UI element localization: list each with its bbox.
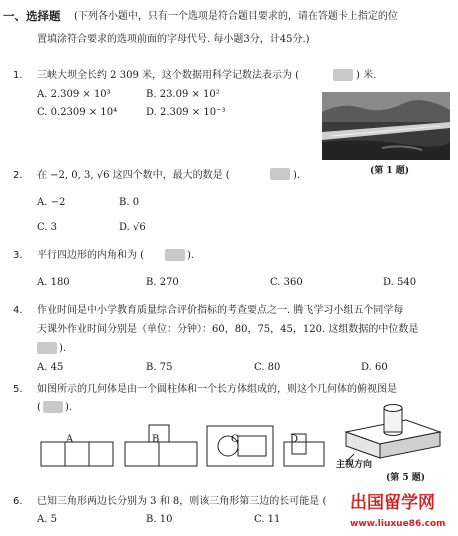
q5-solid-figure [336,402,446,462]
q3-option-d: D. 540 [383,277,417,288]
q6-number: 6. [13,496,23,507]
q4-stem-line2: 天课外作业时间分别是（单位：分钟）：60，80，75，45，120. 这组数据的中位数是 [37,324,419,335]
q3-stem: 平行四边形的内角和为 ( [37,250,145,261]
q5-view-d-label: D [290,434,299,445]
q6-option-c: C. 11 [254,514,281,525]
q5-stem-line2-open: ( [37,402,41,413]
q4-option-a: A. 45 [37,362,64,373]
q2-option-c: C. 3 [37,222,58,233]
q2-number: 2. [13,170,23,181]
q1-option-a: A. 2.309 × 10³ [37,89,111,100]
q2-answer-blank [270,168,290,180]
q1-answer-blank [333,69,353,81]
q4-option-b: B. 75 [146,362,173,373]
q4-answer-blank [37,342,57,354]
q1-stem: 三峡大坝全长约 2 309 米，这个数据用科学记数法表示为 ( [37,70,300,81]
q6-option-b: B. 10 [146,514,173,525]
q1-option-c: C. 0.2309 × 10⁴ [37,107,118,118]
q3-option-a: A. 180 [37,277,70,288]
q5-view-b-figure [124,423,198,467]
q1-number: 1. [13,70,23,81]
q1-figure-caption: (第 1 题) [370,166,410,176]
q3-option-c: C. 360 [270,277,303,288]
q5-stem-end: ). [65,402,73,413]
q5-stem-line1: 如图所示的几何体是由一个圆柱体和一个长方体组成的，则这个几何体的俯视图是 [37,384,397,395]
q2-option-d: D. √6 [119,222,146,233]
q1-stem-end: ) 米. [356,70,377,81]
q2-option-a: A. −2 [37,197,66,208]
q5-figure-caption: (第 5 题) [386,473,426,483]
q4-stem-end: ). [59,343,67,354]
q2-stem: 在 −2, 0, 3, √6 这四个数中，最大的数是 ( [37,170,230,181]
watermark-logo-text: 出国留学网 [350,493,435,513]
q5-view-a-figure [40,433,114,467]
q5-view-c-figure [206,425,274,467]
section-instructions-line1: (下列各小题中，只有一个选项是符合题目要求的，请在答题卡上指定的位 [74,11,398,22]
q4-option-c: C. 80 [254,362,281,373]
q5-view-direction-label: 主视方向 [336,460,373,470]
q5-view-b-label: B [152,434,160,445]
q3-answer-blank [165,249,185,261]
q1-option-d: D. 2.309 × 10⁻³ [146,107,226,118]
q4-option-d: D. 60 [361,362,388,373]
q1-option-b: B. 23.09 × 10² [146,89,220,100]
q5-view-a-label: A [66,434,74,445]
section-instructions-line2: 置填涂符合要求的选项前面的字母代号. 每小题3分，计45分.) [37,34,310,45]
q5-number: 5. [13,384,23,395]
section-title: 一、选择题 [3,9,61,23]
q3-number: 3. [13,250,23,261]
q4-stem-line1: 作业时间是中小学教育质量综合评价指标的考查要点之一. 腾飞学习小组五个同学每 [37,305,404,316]
dam-photo [322,92,450,160]
q6-option-a: A. 5 [37,514,57,525]
q2-stem-end: ). [293,170,301,181]
q5-view-c-label: C [231,434,239,445]
q3-stem-end: ). [187,250,195,261]
q3-option-b: B. 270 [146,277,179,288]
q6-stem: 已知三角形两边长分别为 3 和 8，则该三角形第三边的长可能是 ( [37,496,327,507]
q5-answer-blank [43,401,63,413]
q4-number: 4. [13,305,23,316]
watermark-url: www.liuxue86.com [350,519,446,529]
q2-option-b: B. 0 [119,197,140,208]
